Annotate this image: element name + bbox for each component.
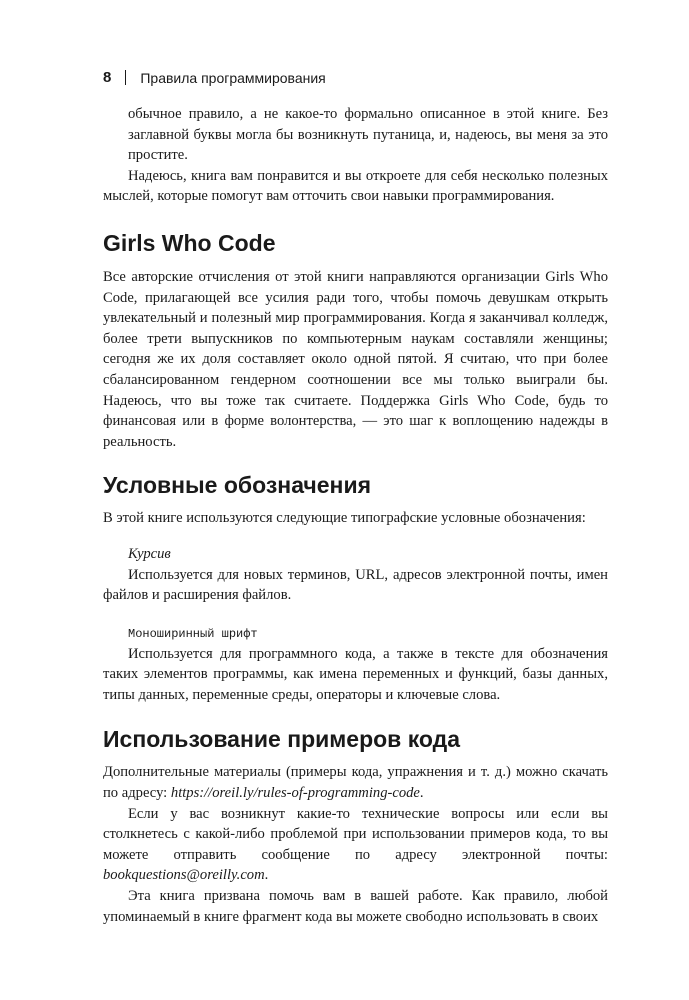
section-heading-girls-who-code: Girls Who Code [103,229,276,256]
running-header [103,69,326,86]
intro-continued-paragraph: обычное правило, а не какое-то формально описанное в этой книге. Без заглавной буквы могла бы возникнуть путаница, и, надеюсь, вы меня за это простите. [128,106,608,164]
support-email-link[interactable]: bookquestions@oreilly.com [103,867,265,884]
convention-term-italic: Курсив [128,545,171,562]
convention-desc-monospace: Используется для программного кода, а также в тексте для обозначения таких элементов программы, как имена переменных и функций, базы данных, типы данных, переменные среды, операторы и ключевые слова. [103,645,608,703]
conventions-intro: В этой книге используются следующие типографские условные обозначения: [103,510,586,527]
page-number: 8 [103,69,112,86]
code-examples-paragraph-3: Эта книга призвана помочь вам в вашей работе. Как правило, любой упоминаемый в книге фрагмент кода вы можете свободно использовать в своих [103,888,608,925]
code-examples-p1-text: Дополнительные материалы (примеры кода, упражнения и т. д.) можно скачать по адресу: [103,764,608,802]
code-examples-p1-end: . [419,785,424,802]
code-examples-link[interactable]: https://oreil.ly/rules-of-programming-code [170,785,420,802]
code-examples-p2-text: Если у вас возникнут какие-то технические вопросы или если вы столкнетесь с какой-либо проблемой при использовании примеров кода, то вы можете отправить сообщение по адресу электронной почты: [103,805,608,863]
convention-desc-italic: Используется для новых терминов, URL, адресов электронной почты, имен файлов и расширения файлов. [103,566,608,604]
code-examples-p2-end: . [264,867,269,884]
code-examples-paragraph-1 [103,762,608,803]
convention-term-monospace: Моноширинный шрифт [128,626,258,641]
page-content [103,104,608,927]
section-heading-conventions: Условные обозначения [103,472,372,499]
running-title: Правила программирования [140,69,326,86]
girls-who-code-paragraph: Все авторские отчисления от этой книги направляются организации Girls Who Code, прилагающей все усилия ради того, чтобы помочь девушкам открыть увлекательный и полезный мир программирования. Когда я заканчивал колледж, более трети выпускников по компьютерным наукам составляли женщины; сегодня же их доля составляет около одной пятой. Я считаю, что при более сбалансированном гендерном соотношении все мы только выиграли бы. Надеюсь, что вы тоже так считаете. Поддержка Girls Who Code, будь то финансовая или в форме волонтерства, — это шаг к воплощению надежды в реальность. [103,268,608,450]
header-divider [125,70,126,85]
section-heading-code-examples: Использование примеров кода [103,726,461,753]
intro-hope-paragraph: Надеюсь, книга вам понравится и вы откроете для себя несколько полезных мыслей, которые помогут вам отточить свои навыки программирования. [103,167,608,205]
code-examples-paragraph-2 [103,804,608,886]
